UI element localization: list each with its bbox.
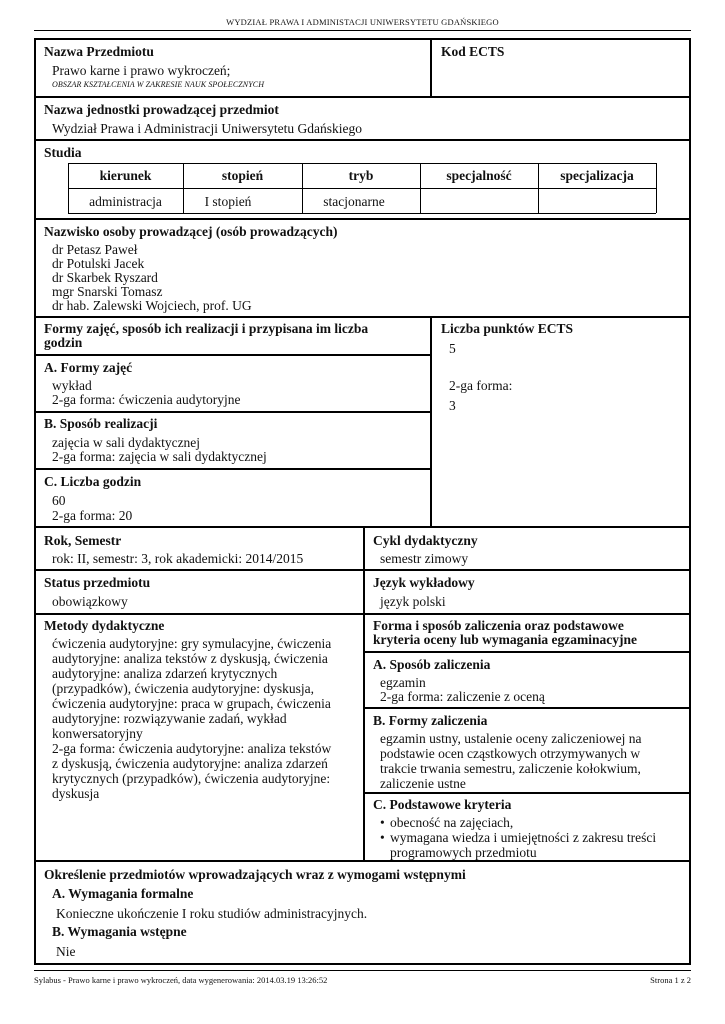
assessment-c-value: obecność na zajęciach, [390,815,514,830]
status-value: obowiązkowy [52,594,128,609]
bullet-icon: • [380,815,385,830]
forms-b-value: zajęcia w sali dydaktycznej [52,435,201,450]
table-header: tryb [348,168,374,183]
assessment-b-value: trakcie trwania semestru, zaliczenie kołokwium, [380,761,641,776]
divider [34,411,431,413]
forms-label: Formy zajęć, sposób ich realizacji i przypisana im liczba [44,321,369,336]
page-header: WYDZIAŁ PRAWA I ADMINISTACJI UNIWERSYTETU GDAŃSKIEGO [226,17,499,27]
teachers-label: Nazwisko osoby prowadzącej (osób prowadzących) [44,224,338,239]
forms-a-value: wykład [52,378,92,393]
teacher-name: dr Skarbek Ryszard [52,270,158,285]
teacher-name: dr hab. Zalewski Wojciech, prof. UG [52,298,252,313]
methods-line: ćwiczenia audytoryjne: gry symulacyjne, ćwiczenia [52,636,332,651]
language-value: język polski [380,594,446,609]
table-cell: I stopień [204,194,252,209]
methods-line: krytycznych (przypadków), ćwiczenia audytoryjne: [52,771,331,786]
status-label: Status przedmiotu [44,575,151,590]
assessment-a-value: egzamin [380,675,426,690]
table-cell: stacjonarne [323,194,385,209]
unit-label: Nazwa jednostki prowadzącej przedmiot [44,102,279,117]
prerequisites-label: Określenie przedmiotów wprowadzających wraz z wymogami wstępnymi [44,867,466,882]
divider [34,139,691,141]
divider [363,651,691,653]
subject-name: Prawo karne i prawo wykroczeń; [52,63,231,78]
divider [34,316,691,318]
assessment-c-value: wymagana wiedza i umiejętności z zakresu treści [390,830,657,845]
assessment-b-label: B. Formy zaliczenia [373,713,488,728]
footer-generated: Sylabus - Prawo karne i prawo wykroczeń, data wygenerowania: 2014.03.19 13:26:52 [34,975,328,985]
methods-line: (przypadków), ćwiczenia audytoryjne: dyskusja, [52,681,315,696]
year-value: rok: II, semestr: 3, rok akademicki: 2014/2015 [52,551,304,566]
footer-rule [34,970,691,971]
methods-line: ćwiczenia audytoryjne: praca w grupach, ćwiczenia [52,696,331,711]
cycle-value: semestr zimowy [380,551,469,566]
teacher-name: mgr Snarski Tomasz [52,284,163,299]
assessment-a-value: 2-ga forma: zaliczenie z oceną [380,689,545,704]
assessment-b-value: zaliczenie ustne [380,776,466,791]
teacher-name: dr Potulski Jacek [52,256,145,271]
methods-line: konwersatoryjny [52,726,143,741]
ects-points-label: Liczba punktów ECTS [441,321,574,336]
methods-line: audytoryjne: analiza zdarzeń krytycznych [52,666,278,681]
assessment-a-label: A. Sposób zaliczenia [373,657,491,672]
methods-line: audytoryjne: analiza tekstów z dyskusją, ćwiczenia [52,651,328,666]
divider [363,792,691,794]
assessment-label: kryteria oceny lub wymagania egzaminacyjne [373,632,637,647]
assessment-c-label: C. Podstawowe kryteria [373,797,512,812]
language-label: Język wykładowy [373,575,475,590]
table-header: specjalność [446,168,512,183]
forms-b-value: 2-ga forma: zajęcia w sali dydaktycznej [52,449,267,464]
forms-c-value: 60 [52,493,66,508]
table-header: stopień [221,168,264,183]
year-label: Rok, Semestr [44,533,122,548]
divider [34,218,691,220]
forms-b-label: B. Sposób realizacji [44,416,158,431]
forms-label: godzin [44,335,83,350]
methods-label: Metody dydaktyczne [44,618,165,633]
studies-label: Studia [44,145,82,160]
forms-a-label: A. Formy zajęć [44,360,133,375]
ects-points-value: 5 [449,341,456,356]
assessment-c-value: programowych przedmiotu [390,845,537,860]
assessment-b-value: podstawie ocen cząstkowych otrzymywanych w [380,746,641,761]
unit-value: Wydział Prawa i Administracji Uniwersytetu Gdańskiego [52,121,362,136]
divider [34,860,691,862]
prerequisites-b-label: B. Wymagania wstępne [52,924,187,939]
subject-area: OBSZAR KSZTAŁCENIA W ZAKRESIE NAUK SPOŁECZNYCH [52,80,265,89]
prerequisites-b-value: Nie [56,944,76,959]
page-number: Strona 1 z 2 [650,975,691,985]
subject-label: Nazwa Przedmiotu [44,44,154,59]
assessment-b-value: egzamin ustny, ustalenie oceny zaliczeniowej na [380,731,642,746]
table-header: specjalizacja [560,168,634,183]
divider [34,354,431,356]
divider [34,96,691,98]
methods-line: dyskusja [52,786,100,801]
prerequisites-a-label: A. Wymagania formalne [52,886,194,901]
ects-points-second-value: 3 [449,398,456,413]
assessment-label: Forma i sposób zaliczenia oraz podstawowe [373,618,624,633]
divider [430,316,432,528]
forms-c-value: 2-ga forma: 20 [52,508,133,523]
ects-code-label: Kod ECTS [441,44,505,59]
teacher-name: dr Petasz Paweł [52,242,138,257]
header-rule [34,30,691,31]
methods-line: audytoryjne: rozwiązywanie zadań, wykład [52,711,287,726]
prerequisites-a-value: Konieczne ukończenie I roku studiów administracyjnych. [56,906,368,921]
table-header: kierunek [99,168,152,183]
divider [34,468,431,470]
methods-line: z dyskusją, ćwiczenia audytoryjne: analiza zdarzeń [52,756,328,771]
table-cell: administracja [89,194,162,209]
ects-points-second-label: 2-ga forma: [449,378,513,393]
forms-c-label: C. Liczba godzin [44,474,142,489]
divider [363,707,691,709]
forms-a-value: 2-ga forma: ćwiczenia audytoryjne [52,392,241,407]
cycle-label: Cykl dydaktyczny [373,533,478,548]
divider [34,569,691,571]
methods-line: 2-ga forma: ćwiczenia audytoryjne: analiza tekstów [52,741,332,756]
divider [430,38,432,98]
bullet-icon: • [380,830,385,845]
